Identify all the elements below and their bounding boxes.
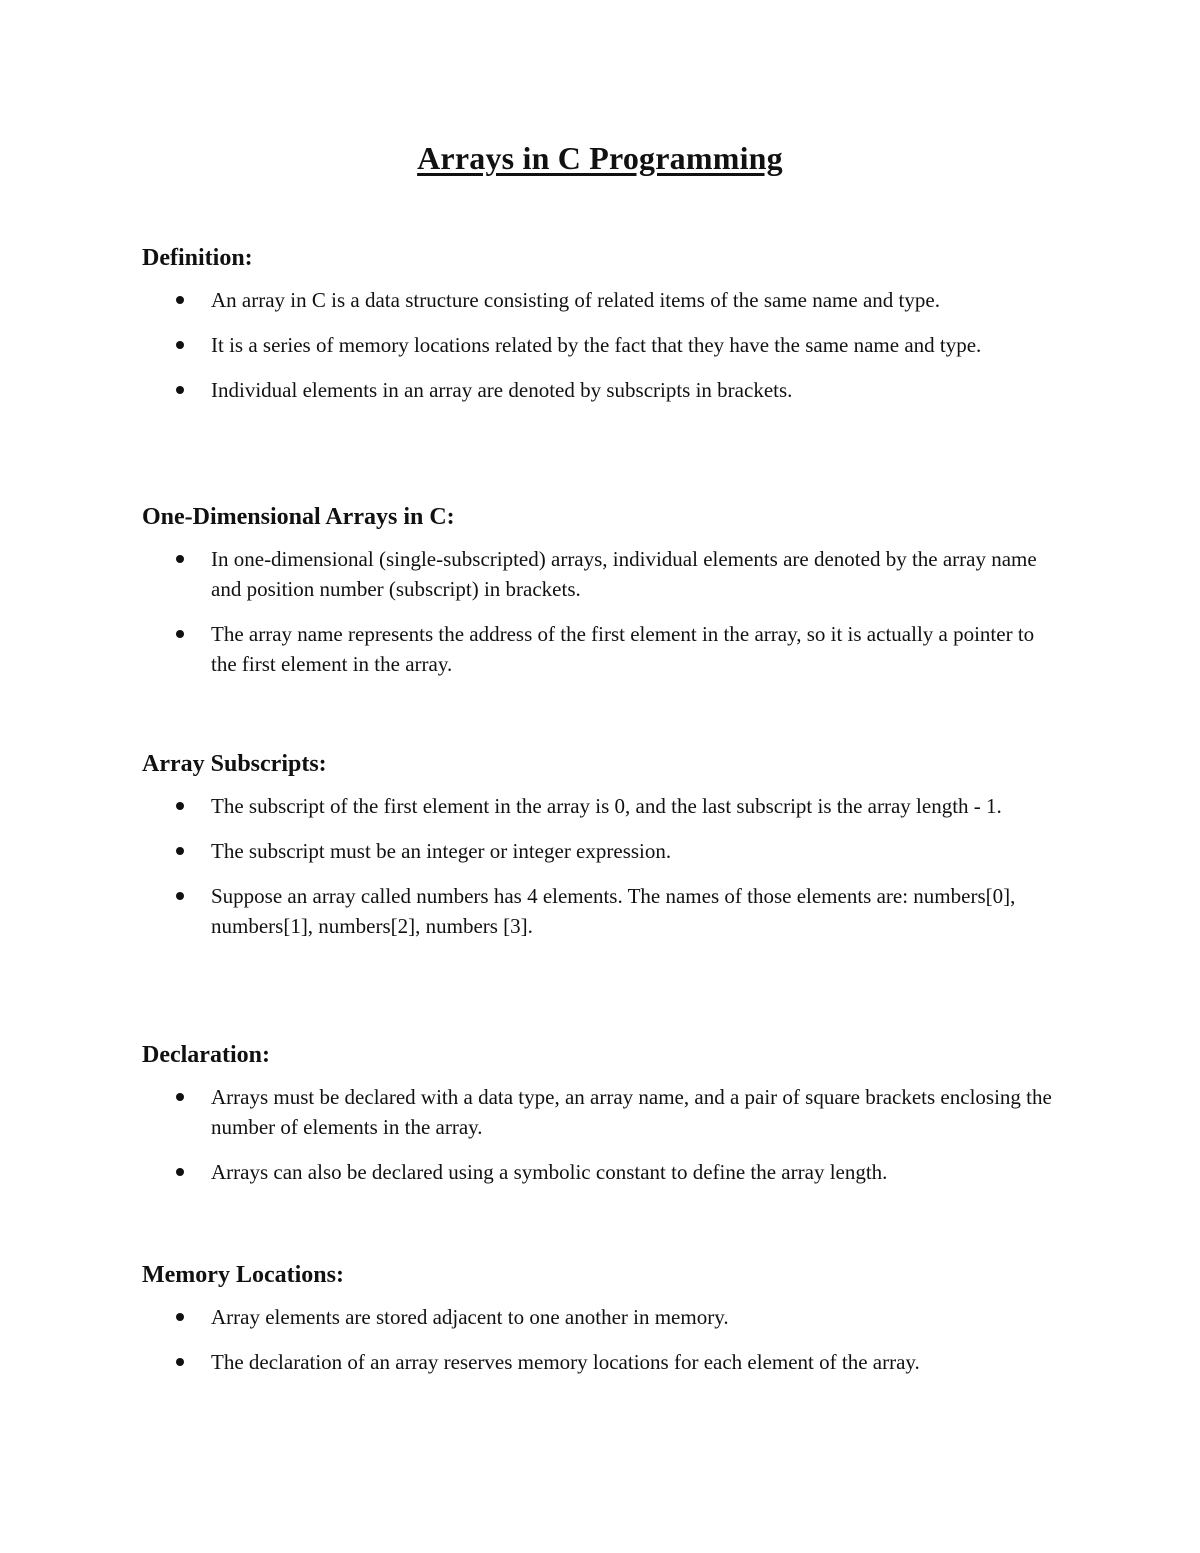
list-item [142, 881, 1062, 941]
bullet-list [142, 285, 1062, 405]
bullet-icon [176, 1168, 184, 1176]
list-item [142, 544, 1062, 604]
bullet-list [142, 1302, 1062, 1377]
section-heading: Array Subscripts: [142, 751, 327, 777]
bullet-icon [176, 847, 184, 855]
list-item [142, 330, 1062, 360]
list-item [142, 836, 1062, 866]
section-array-subscripts [142, 749, 1062, 956]
list-item [142, 619, 1062, 679]
bullet-icon [176, 892, 184, 900]
list-item-text: Individual elements in an array are denoted by subscripts in brackets. [211, 378, 793, 402]
bullet-icon [176, 555, 184, 563]
bullet-icon [176, 1093, 184, 1101]
document-title: Arrays in C Programming [417, 140, 783, 176]
list-item-text: In one-dimensional (single-subscripted) arrays, individual elements are denoted by the array name and position number (subscript) in brackets. [211, 547, 1037, 601]
list-item-text: The subscript of the first element in the array is 0, and the last subscript is the array length - 1. [211, 794, 1002, 818]
bullet-icon [176, 296, 184, 304]
bullet-icon [176, 630, 184, 638]
bullet-icon [176, 1313, 184, 1321]
list-item [142, 1082, 1062, 1142]
list-item [142, 375, 1062, 405]
section-heading: Definition: [142, 245, 253, 271]
section-heading: Memory Locations: [142, 1262, 344, 1288]
list-item [142, 1347, 1062, 1377]
section-heading: One-Dimensional Arrays in C: [142, 504, 455, 530]
list-item-text: It is a series of memory locations related by the fact that they have the same name and type. [211, 333, 982, 357]
list-item-text: Arrays must be declared with a data type, an array name, and a pair of square brackets enclosing the number of elements in the array. [211, 1085, 1052, 1139]
list-item [142, 791, 1062, 821]
list-item-text: An array in C is a data structure consisting of related items of the same name and type. [211, 288, 940, 312]
list-item-text: The array name represents the address of the first element in the array, so it is actually a pointer to the first element in the array. [211, 622, 1035, 676]
bullet-icon [176, 341, 184, 349]
list-item [142, 285, 1062, 315]
bullet-list [142, 544, 1062, 679]
bullet-list [142, 791, 1062, 941]
list-item-text: The subscript must be an integer or integer expression. [211, 839, 672, 863]
bullet-icon [176, 386, 184, 394]
section-one-dimensional-arrays [142, 502, 1062, 694]
list-item [142, 1302, 1062, 1332]
bullet-icon [176, 802, 184, 810]
list-item-text: The declaration of an array reserves memory locations for each element of the array. [211, 1350, 920, 1374]
section-definition [142, 243, 1062, 420]
list-item-text: Array elements are stored adjacent to one another in memory. [211, 1305, 729, 1329]
bullet-list [142, 1082, 1062, 1187]
list-item-text: Arrays can also be declared using a symbolic constant to define the array length. [211, 1160, 888, 1184]
list-item-text: Suppose an array called numbers has 4 elements. The names of those elements are: numbers[0], numbers[1], numbers[2], numbers [3]. [211, 884, 1016, 938]
list-item [142, 1157, 1062, 1187]
section-declaration [142, 1040, 1062, 1202]
section-heading: Declaration: [142, 1042, 270, 1068]
section-memory-locations [142, 1260, 1062, 1392]
bullet-icon [176, 1358, 184, 1366]
